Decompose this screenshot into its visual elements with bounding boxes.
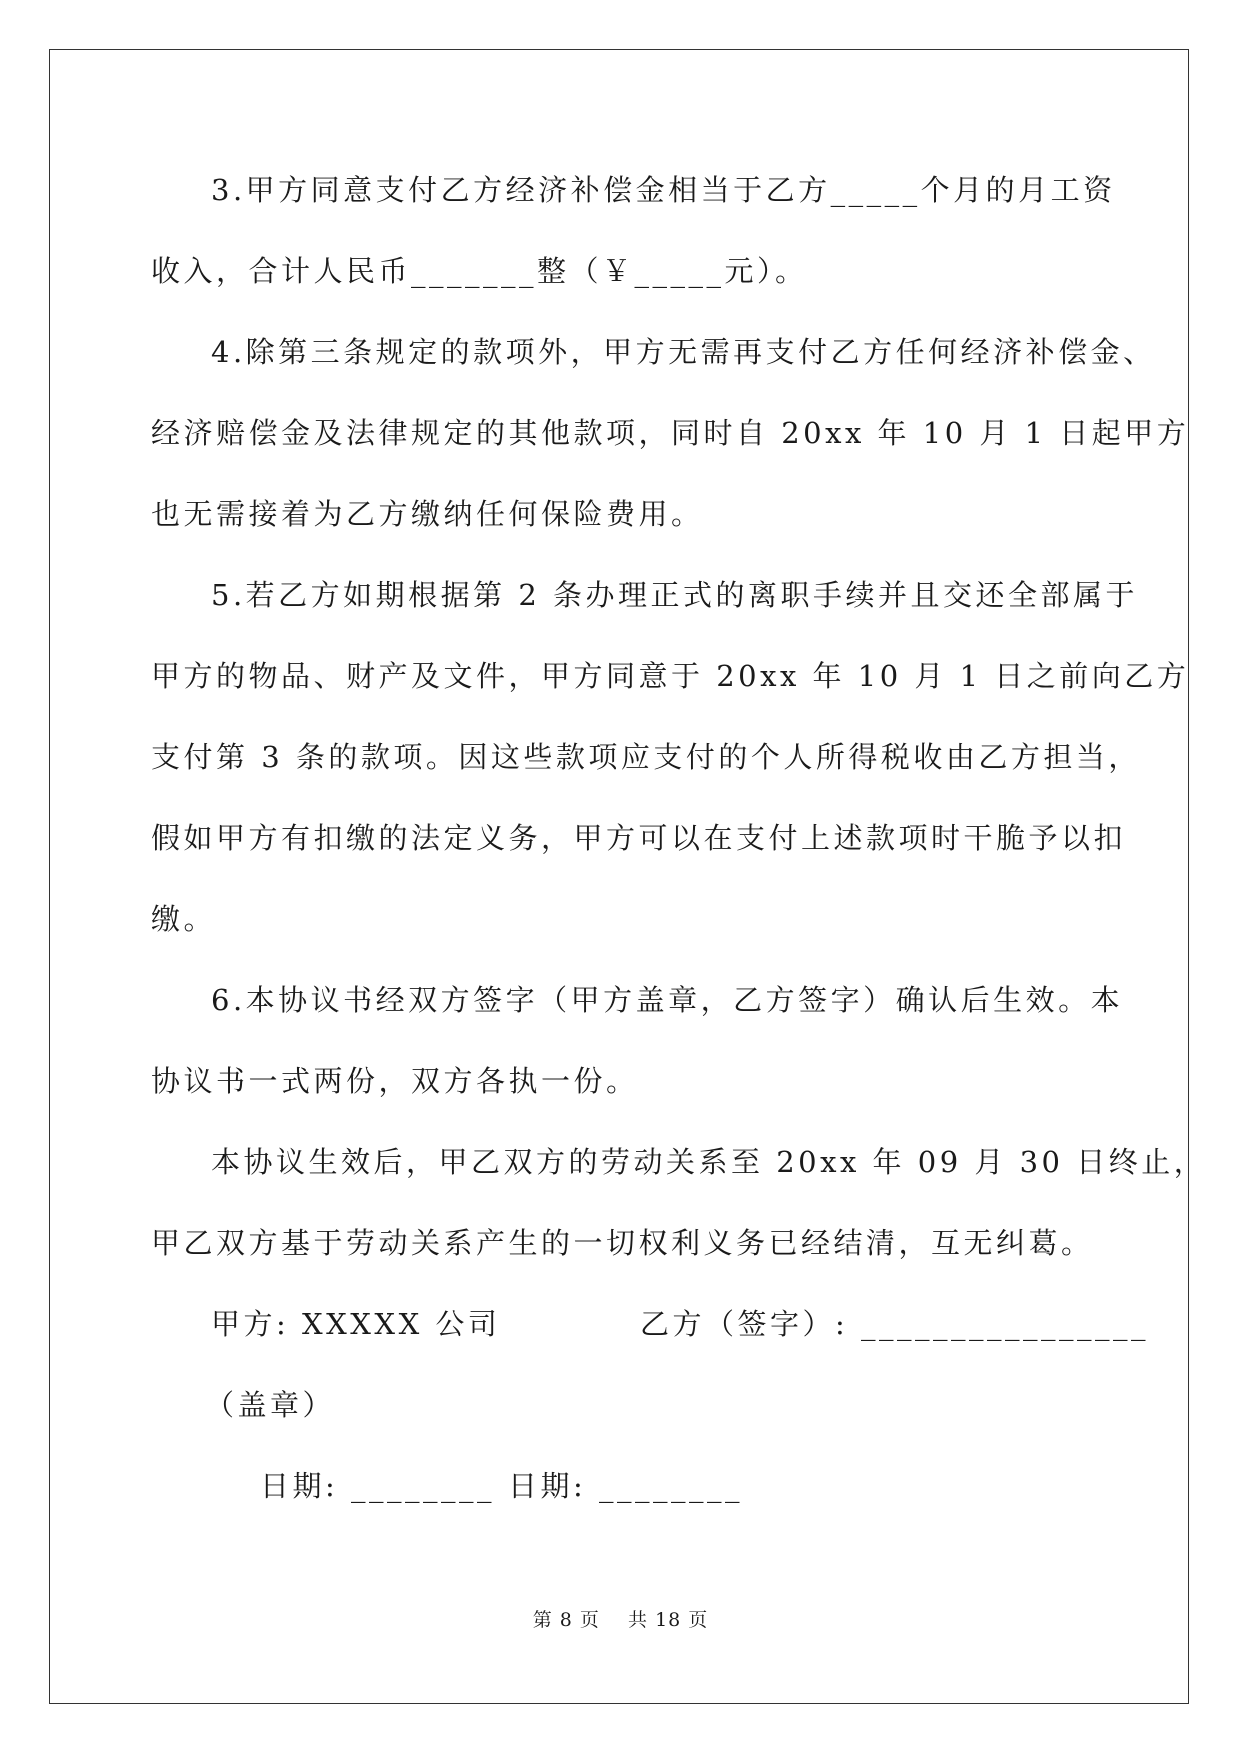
- termination-paragraph-line-2: 甲乙双方基于劳动关系产生的一切权利义务已经结清，互无纠葛。: [151, 1226, 1094, 1260]
- paragraph-6-line-2: 协议书一式两份，双方各执一份。: [151, 1064, 639, 1098]
- paragraph-5-line-4: 假如甲方有扣缴的法定义务，甲方可以在支付上述款项时干脆予以扣: [151, 821, 1127, 855]
- party-b-date: 日期: ________: [508, 1469, 743, 1503]
- paragraph-5-line-3: 支付第 3 条的款项。因这些款项应支付的个人所得税收由乙方担当，: [151, 740, 1141, 774]
- paragraph-4-line-3: 也无需接着为乙方缴纳任何保险费用。: [151, 497, 704, 531]
- paragraph-5-line-5: 缴。: [151, 902, 217, 936]
- paragraph-4-line-2: 经济赔偿金及法律规定的其他款项，同时自 20xx 年 10 月 1 日起甲方: [151, 416, 1190, 450]
- paragraph-5-line-1: 5.若乙方如期根据第 2 条办理正式的离职手续并且交还全部属于: [211, 578, 1139, 612]
- paragraph-5-line-2: 甲方的物品、财产及文件，甲方同意于 20xx 年 10 月 1 日之前向乙方: [151, 659, 1190, 693]
- party-a-signature: 甲方: XXXXX 公司: [211, 1307, 501, 1341]
- party-b-signature: 乙方（签字）: ________________: [640, 1307, 1149, 1341]
- paragraph-4-line-1: 4.除第三条规定的款项外，甲方无需再支付乙方任何经济补偿金、: [211, 335, 1156, 369]
- paragraph-3-line-2: 收入，合计人民币_______整（￥_____元）。: [151, 254, 808, 288]
- page-footer: 第 8 页 共 18 页: [532, 1609, 709, 1631]
- party-a-date: 日期: ________: [260, 1469, 495, 1503]
- page-border: [49, 49, 1189, 1704]
- paragraph-3-line-1: 3.甲方同意支付乙方经济补偿金相当于乙方_____个月的月工资: [211, 173, 1116, 207]
- seal-label: （盖章）: [205, 1388, 336, 1422]
- paragraph-6-line-1: 6.本协议书经双方签字（甲方盖章，乙方签字）确认后生效。本: [211, 983, 1124, 1017]
- termination-paragraph-line-1: 本协议生效后，甲乙双方的劳动关系至 20xx 年 09 月 30 日终止，: [211, 1145, 1207, 1179]
